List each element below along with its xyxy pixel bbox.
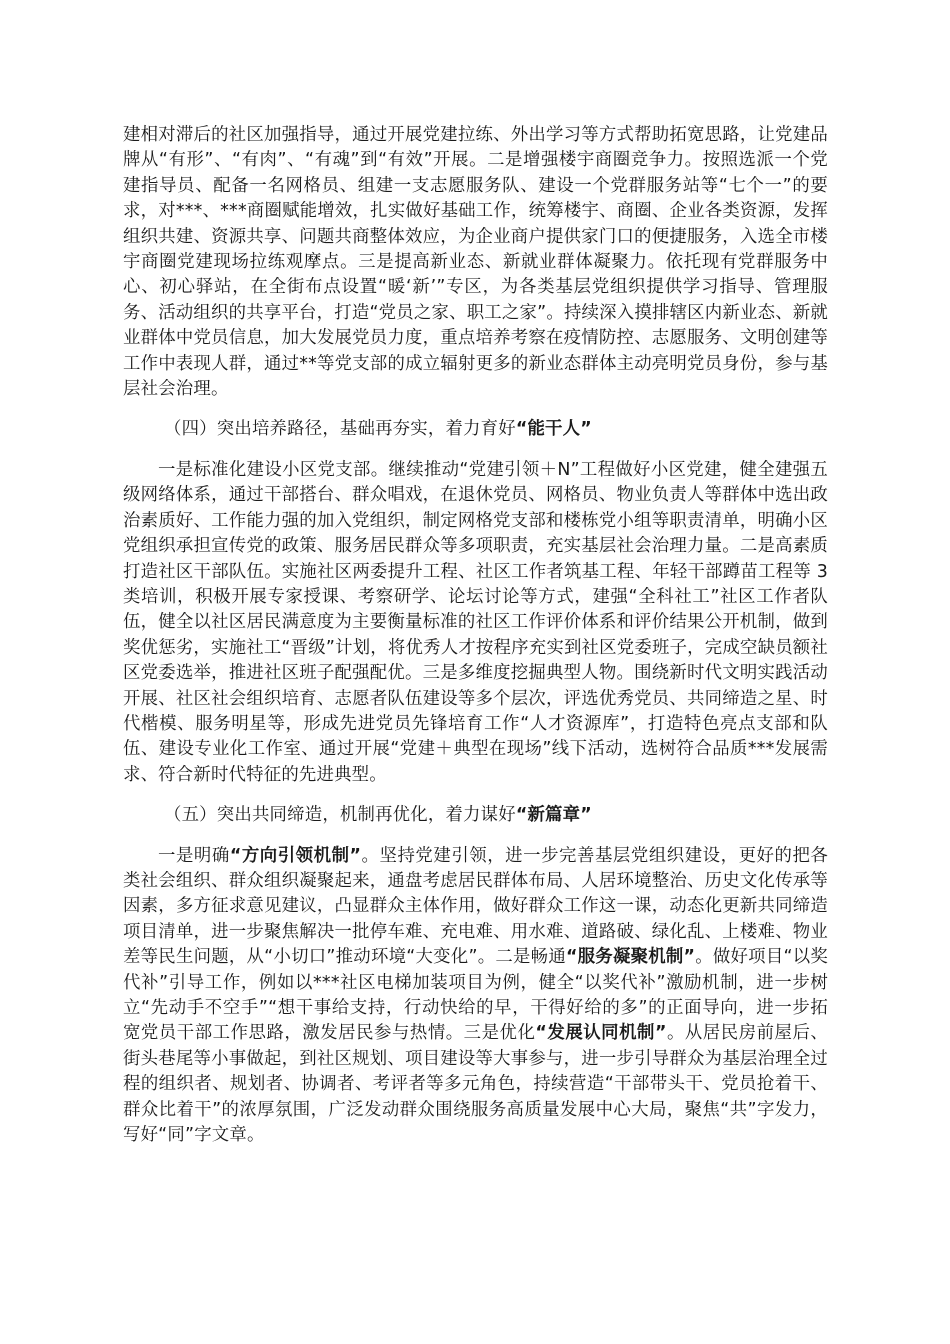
p5-text-g: 。从居民房前屋后、街头巷尾等小事做起，到社区规划、项目建设等大事参与，进一步引导群众为基层治理全过程的组织者、规划者、协调者、考评者等多元角色，持续营造“干部带头干、党员抢着干、群众比着干”的浓厚氛围，广泛发动群众围绕服务高质量发展中心大局，聚焦“共”字发力，写好“同”字文章。: [123, 1023, 828, 1146]
p5-bold-service: “服务凝聚机制”: [565, 947, 696, 968]
section-heading-5-text: （五）突出共同缔造，机制再优化，着力谋好: [164, 805, 516, 826]
section-heading-5-emphasis: “新篇章”: [515, 805, 592, 826]
section-heading-5: [123, 803, 828, 828]
p5-bold-direction: “方向引领机制”: [229, 845, 362, 866]
document-page: [123, 123, 828, 1148]
paragraph-section-4: 一是标准化建设小区党支部。继续推动“党建引领＋N”工程做好小区党建，健全建强五级网络体系，通过干部搭台、群众唱戏，在退休党员、网格员、物业负责人等群体中选出政治素质好、工作能力强的加入党组织，制定网格党支部和楼栋党小组等职责清单，明确小区党组织承担宣传党的政策、服务居民群众等多项职责，充实基层社会治理力量。二是高素质打造社区干部队伍。实施社区两委提升工程、社区工作者筑基工程、年轻干部蹲苗工程等 3 类培训，积极开展专家授课、考察研学、论坛讨论等方式，建强“全科社工”社区工作者队伍，健全以社区居民满意度为主要衡量标准的社区工作评价体系和评价结果公开机制，做到奖优惩劣，实施社工“晋级”计划，将优秀人才按程序充实到社区党委班子，完成空缺员额社区党委选举，推进社区班子配强配优。三是多维度挖掘典型人物。围绕新时代文明实践活动开展、社区社会组织培育、志愿者队伍建设等多个层次，评选优秀党员、共同缔造之星、时代楷模、服务明星等，形成先进党员先锋培育工作“人才资源库”，打造特色亮点支部和队伍、建设专业化工作室、通过开展“党建＋典型在现场”线下活动，选树符合品质***发展需求、符合新时代特征的先进典型。: [123, 459, 828, 785]
section-heading-4: [123, 417, 828, 442]
section-heading-4-emphasis: “能干人”: [515, 419, 592, 440]
p5-text-a: 一是明确: [158, 845, 230, 866]
section-heading-4-text: （四）突出培养路径，基础再夯实，着力育好: [164, 419, 516, 440]
p5-text-e: 。做好项目“以奖代补”引导工作，例如以***社区电梯加装项目为例，健全“以奖代补”激励机制，进一步树立“先动手不空手”“想干事给支持，行动快给的早，干得好给的多”的正面导向，进一步拓宽党员干部工作思路，激发居民参与热情。三是优化: [123, 947, 828, 1044]
p5-bold-development: “发展认同机制”: [535, 1023, 667, 1044]
paragraph-intro: 建相对滞后的社区加强指导，通过开展党建拉练、外出学习等方式帮助拓宽思路，让党建品牌从“有形”、“有肉”、“有魂”到“有效”开展。二是增强楼宇商圈竞争力。按照选派一个党建指导员、配备一名网格员、组建一支志愿服务队、建设一个党群服务站等“七个一”的要求，对***、***商圈赋能增效，扎实做好基础工作，统筹楼宇、商圈、企业各类资源，发挥组织共建、资源共享、问题共商整体效应，为企业商户提供家门口的便捷服务，入选全市楼宇商圈党建现场拉练观摩点。三是提高新业态、新就业群体凝聚力。依托现有党群服务中心、初心驿站，在全街布点设置“暖‘新’”专区，为各类基层党组织提供学习指导、管理服务、活动组织的共享平台，打造“党员之家、职工之家”。持续深入摸排辖区内新业态、新就业群体中党员信息，加大发展党员力度，重点培养考察在疫情防控、志愿服务、文明创建等工作中表现人群，通过**等党支部的成立辐射更多的新业态群体主动亮明党员身份，参与基层社会治理。: [123, 125, 828, 400]
p5-text-c: 。坚持党建引领，进一步完善基层党组织建设，更好的把各类社会组织、群众组织凝聚起来，通盘考虑居民群体布局、人居环境整治、历史文化传承等因素，多方征求意见建议，凸显群众主体作用，做好群众工作这一课，动态化更新共同缔造项目清单，进一步聚焦解决一批停车难、充电难、用水难、道路破、绿化乱、上楼难、物业差等民生问题，从“小切口”推动环境“大变化”。二是畅通: [123, 845, 829, 968]
paragraph-section-5: [123, 844, 828, 1149]
